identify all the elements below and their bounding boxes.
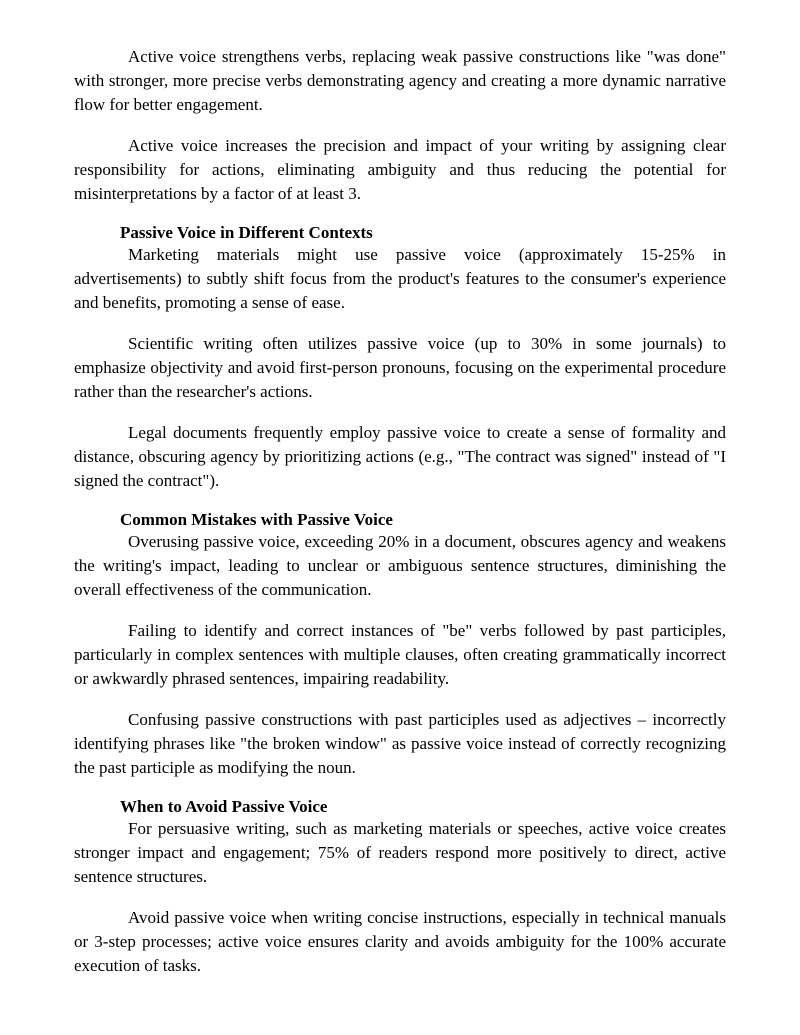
section-heading: Common Mistakes with Passive Voice bbox=[120, 510, 393, 529]
section-paragraph: Avoid passive voice when writing concise instructions, especially in technical manuals or 3-step processes; active voice ensures clarity and avoids ambiguity for the 100% accurate execution of tasks. bbox=[74, 908, 726, 975]
intro-paragraph-1: Active voice strengthens verbs, replacing weak passive constructions like "was done" with stronger, more precise verbs demonstrating agency and creating a more dynamic narrative flow for better engagement. bbox=[74, 47, 726, 114]
section-paragraph: Overusing passive voice, exceeding 20% in a document, obscures agency and weakens the writing's impact, leading to unclear or ambiguous sentence structures, diminishing the overall effectiveness of the communication. bbox=[74, 532, 726, 599]
section-paragraph: Marketing materials might use passive voice (approximately 15-25% in advertisements) to subtly shift focus from the product's features to the consumer's experience and benefits, promoting a sense of ease. bbox=[74, 245, 726, 312]
section-passive-contexts bbox=[74, 223, 726, 493]
document-page bbox=[74, 45, 726, 995]
intro-paragraph-2: Active voice increases the precision and impact of your writing by assigning clear responsibility for actions, eliminating ambiguity and thus reducing the potential for misinterpretations by a factor of at least 3. bbox=[74, 136, 726, 203]
section-paragraph: Scientific writing often utilizes passive voice (up to 30% in some journals) to emphasize objectivity and avoid first-person pronouns, focusing on the experimental procedure rather than the researcher's actions. bbox=[74, 334, 726, 401]
section-paragraph: Failing to identify and correct instances of "be" verbs followed by past participles, particularly in complex sentences with multiple clauses, often creating grammatically incorrect or awkwardly phrased sentences, impairing readability. bbox=[74, 621, 726, 688]
section-paragraph: Confusing passive constructions with past participles used as adjectives – incorrectly identifying phrases like "the broken window" as passive voice instead of correctly recognizing the past participle as modifying the noun. bbox=[74, 710, 726, 777]
section-paragraph: Legal documents frequently employ passive voice to create a sense of formality and distance, obscuring agency by prioritizing actions (e.g., "The contract was signed" instead of "I signed the contract"). bbox=[74, 423, 726, 490]
section-heading: Passive Voice in Different Contexts bbox=[120, 223, 373, 242]
section-common-mistakes bbox=[74, 510, 726, 780]
section-heading: When to Avoid Passive Voice bbox=[120, 797, 328, 816]
section-paragraph: For persuasive writing, such as marketing materials or speeches, active voice creates stronger impact and engagement; 75% of readers respond more positively to direct, active sentence structures. bbox=[74, 819, 726, 886]
section-when-to-avoid bbox=[74, 797, 726, 978]
